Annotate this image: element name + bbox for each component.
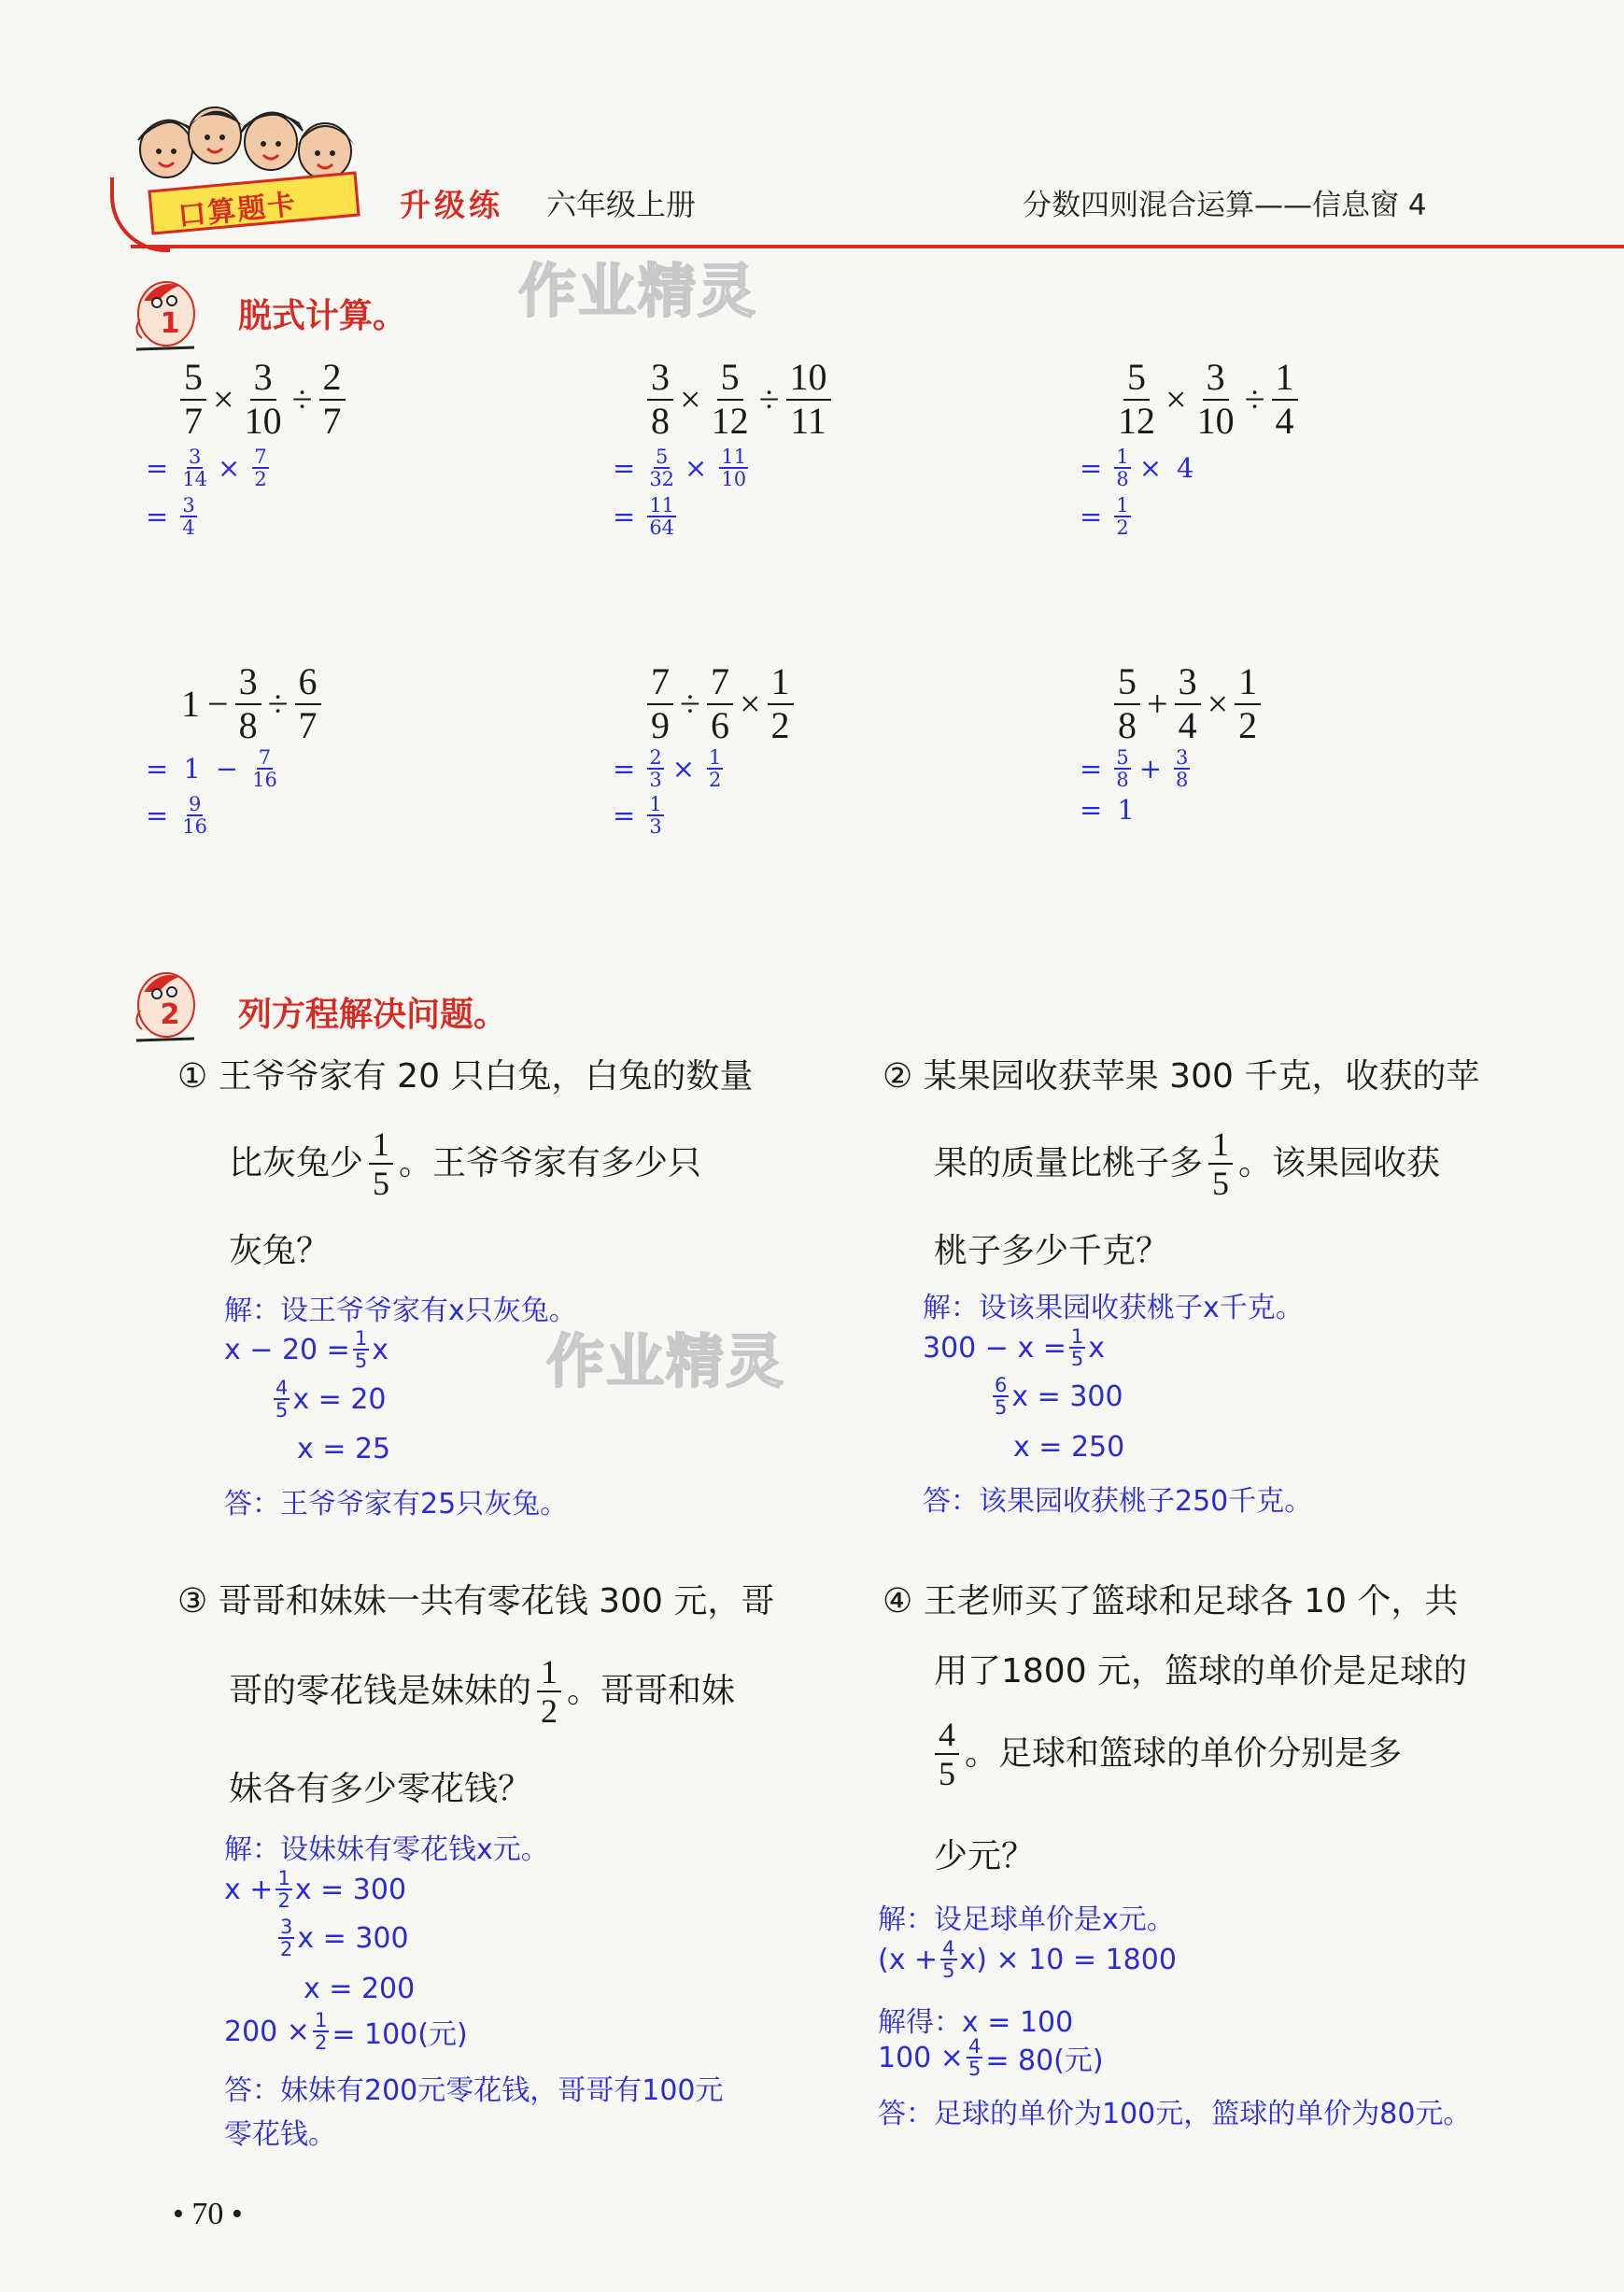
q4-answer-final: 答：足球的单价为100元，篮球的单价为80元。 [878, 2098, 1472, 2130]
fraction: $\frac{7}{9}$ [647, 661, 673, 747]
q3-line2: 哥的零花钱是妹妹的 $\frac{1}{2}$ 。哥哥和妹 [229, 1653, 736, 1731]
calc-step-2 [140, 794, 212, 837]
calc-step-1 [607, 446, 751, 489]
q2-answer-eq3: x = 250 [1013, 1431, 1125, 1464]
fraction: $\frac{7}{6}$ [707, 661, 733, 747]
fraction: $\frac{1}{2}$ [768, 661, 794, 747]
q2-answer-eq1: 300 − x = $\frac{1}{5}$ x [923, 1325, 1106, 1371]
math-token: − [215, 753, 239, 785]
math-token: ÷ [680, 683, 700, 726]
calc-step-1 [1074, 747, 1193, 790]
calc-question [1111, 661, 1264, 747]
fraction: $\frac{1}{3}$ [649, 793, 662, 839]
math-token: × [739, 683, 761, 726]
q3-answer-final-cont: 零花钱。 [224, 2118, 336, 2151]
fraction: $\frac{5}{12}$ [1118, 356, 1155, 442]
q2-answer-final: 答：该果园收获桃子250千克。 [923, 1485, 1313, 1518]
math-token: ÷ [758, 378, 780, 421]
math-token: 1 [1117, 794, 1135, 826]
header-rule [131, 245, 1624, 248]
fraction: $\frac{9}{16}$ [182, 793, 208, 839]
q3-fraction: $\frac{1}{2}$ [537, 1653, 561, 1731]
calc-step-2 [1074, 794, 1144, 826]
q3-answer-setup: 解：设妹妹有零花钱x元。 [224, 1833, 549, 1866]
math-token: × [1207, 683, 1229, 726]
page-number: • 70 • [173, 2197, 243, 2231]
bird-section-1-icon [131, 273, 198, 357]
fraction: $\frac{3}{10}$ [244, 356, 282, 442]
math-token: 1 [183, 753, 201, 785]
fraction: $\frac{5}{12}$ [711, 356, 749, 442]
math-token: = [1080, 501, 1103, 533]
calc-step-2 [140, 495, 200, 538]
q1-line1: ① 王爷爷家有 20 只白兔，白兔的数量 [177, 1057, 754, 1096]
fraction: $\frac{10}{11}$ [786, 357, 831, 443]
q1-answer-eq3: x = 25 [297, 1433, 391, 1465]
math-token: = [613, 452, 636, 485]
q1-answer-final: 答：王爷爷家有25只灰兔。 [224, 1488, 569, 1521]
math-token: = [613, 799, 636, 832]
fraction: $\frac{1}{2}$ [709, 746, 722, 792]
math-token: = [1080, 794, 1103, 826]
q3-answer-eq4: 200 × $\frac{1}{2}$ = 100(元) [224, 2009, 468, 2055]
fraction: $\frac{7}{2}$ [254, 446, 267, 491]
q1-fraction: $\frac{1}{5}$ [369, 1125, 393, 1203]
calc-step-1 [140, 446, 272, 489]
math-token: + [1147, 683, 1168, 726]
math-token: + [1138, 753, 1162, 785]
math-token: × [671, 753, 695, 785]
fraction: $\frac{3}{4}$ [182, 494, 195, 540]
math-token: = [1080, 753, 1103, 785]
math-token: ÷ [1244, 378, 1265, 421]
q4-line2: 用了1800 元，篮球的单价是足球的 [934, 1652, 1468, 1691]
math-token: = [1080, 452, 1103, 485]
math-token: × [1138, 452, 1162, 485]
fraction: $\frac{3}{4}$ [1175, 661, 1201, 747]
q4-answer-eq2: 解得：x = 100 [878, 2006, 1074, 2039]
math-token: = [146, 452, 169, 485]
q4-line3: $\frac{4}{5}$ 。足球和篮球的单价分别是多 [929, 1716, 1402, 1793]
q2-line1: ② 某果园收获苹果 300 千克，收获的苹 [883, 1057, 1480, 1096]
calc-step-1 [607, 747, 726, 790]
fraction: $\frac{5}{7}$ [180, 357, 206, 443]
calc-question [177, 357, 348, 443]
q2-line3: 桃子多少千克？ [934, 1232, 1170, 1270]
series-label: 升级练 [400, 187, 503, 223]
calc-question [1111, 357, 1301, 443]
q4-answer-eq1: (x + $\frac{4}{5}$ x) × 10 = 1800 [878, 1937, 1177, 1983]
q2-line2: 果的质量比桃子多 $\frac{1}{5}$ 。该果园收获 [934, 1125, 1441, 1203]
logo-text: 口算题卡 [176, 188, 299, 233]
q4-answer-eq3: 100 × $\frac{4}{5}$ = 80(元) [878, 2035, 1104, 2081]
topic-label: 分数四则混合运算——信息窗 4 [1023, 189, 1427, 222]
q1-line3: 灰兔？ [229, 1232, 331, 1270]
math-token: = [613, 501, 636, 533]
fraction: $\frac{1}{4}$ [1272, 357, 1298, 443]
fraction: $\frac{6}{7}$ [295, 661, 321, 747]
calc-question [177, 661, 324, 747]
section-1-title: 脱式计算。 [238, 297, 407, 335]
calc-question [644, 661, 797, 747]
math-token: × [213, 378, 234, 421]
q3-answer-final: 答：妹妹有200元零花钱，哥哥有100元 [224, 2074, 724, 2107]
fraction: $\frac{3}{8}$ [1176, 746, 1189, 792]
q1-line2: 比灰兔少 $\frac{1}{5}$ 。王爷爷家有多少只 [229, 1125, 702, 1203]
fraction: $\frac{3}{10}$ [1196, 356, 1235, 442]
q3-line3: 妹各有多少零花钱？ [229, 1770, 532, 1808]
fraction: $\frac{1}{2}$ [1235, 661, 1261, 747]
calc-step-2 [1074, 495, 1134, 538]
math-token: = [146, 753, 169, 785]
calc-step-1 [1074, 446, 1203, 489]
section-2-number: 2 [160, 998, 180, 1031]
fraction: $\frac{11}{10}$ [721, 446, 747, 491]
section-1-number: 1 [160, 307, 180, 340]
fraction: $\frac{5}{8}$ [1116, 746, 1129, 792]
calc-question [644, 357, 834, 443]
math-token: 4 [1177, 452, 1194, 485]
q3-line1: ③ 哥哥和妹妹一共有零花钱 300 元，哥 [177, 1582, 775, 1620]
watermark: 作业精灵 [546, 1327, 786, 1395]
fraction: $\frac{3}{8}$ [235, 661, 261, 747]
math-token: × [1165, 378, 1187, 421]
calc-step-1 [140, 747, 282, 790]
q2-answer-setup: 解：设该果园收获桃子x千克。 [923, 1292, 1304, 1324]
fraction: $\frac{1}{2}$ [1116, 494, 1129, 540]
math-token: × [680, 378, 701, 421]
math-token: ÷ [291, 378, 313, 421]
q1-answer-eq1: x − 20 = $\frac{1}{5}$ x [224, 1327, 388, 1373]
fraction: $\frac{7}{16}$ [252, 746, 277, 792]
fraction: $\frac{5}{8}$ [1114, 661, 1140, 747]
fraction: $\frac{2}{7}$ [319, 357, 346, 443]
q3-answer-eq3: x = 200 [304, 1973, 416, 2005]
fraction: $\frac{2}{3}$ [649, 746, 662, 792]
q1-answer-setup: 解：设王爷爷家有x只灰兔。 [224, 1295, 577, 1327]
math-token: = [146, 501, 169, 533]
q4-fraction: $\frac{4}{5}$ [935, 1716, 959, 1793]
q3-answer-eq1: x + $\frac{1}{2}$ x = 300 [224, 1867, 407, 1913]
fraction: $\frac{1}{8}$ [1116, 446, 1129, 491]
q2-answer-eq2: $\frac{6}{5}$ x = 300 [995, 1374, 1123, 1420]
fraction: $\frac{3}{8}$ [647, 357, 673, 443]
bird-section-2-icon [131, 964, 198, 1048]
q1-answer-eq2: $\frac{4}{5}$ x = 20 [275, 1377, 387, 1422]
math-token: × [685, 452, 708, 485]
math-token: 1 [181, 683, 200, 726]
calc-step-2 [607, 794, 667, 837]
math-token: = [613, 753, 636, 785]
watermark: 作业精灵 [518, 257, 758, 325]
math-token: ÷ [267, 683, 289, 726]
calc-step-2 [607, 495, 679, 538]
fraction: $\frac{5}{32}$ [649, 446, 675, 491]
math-token: = [146, 799, 169, 832]
q4-answer-setup: 解：设足球单价是x元。 [878, 1903, 1175, 1936]
q4-line4: 少元？ [934, 1837, 1036, 1875]
fraction: $\frac{3}{14}$ [182, 446, 208, 491]
math-token: × [218, 452, 241, 485]
fraction: $\frac{11}{64}$ [649, 494, 675, 540]
q3-answer-eq2: $\frac{3}{2}$ x = 300 [280, 1916, 409, 1961]
section-2-title: 列方程解决问题。 [238, 996, 508, 1034]
math-token: − [207, 683, 229, 726]
q4-line1: ④ 王老师买了篮球和足球各 10 个，共 [883, 1582, 1459, 1620]
grade-label: 六年级上册 [546, 187, 697, 222]
q2-fraction: $\frac{1}{5}$ [1208, 1125, 1233, 1203]
